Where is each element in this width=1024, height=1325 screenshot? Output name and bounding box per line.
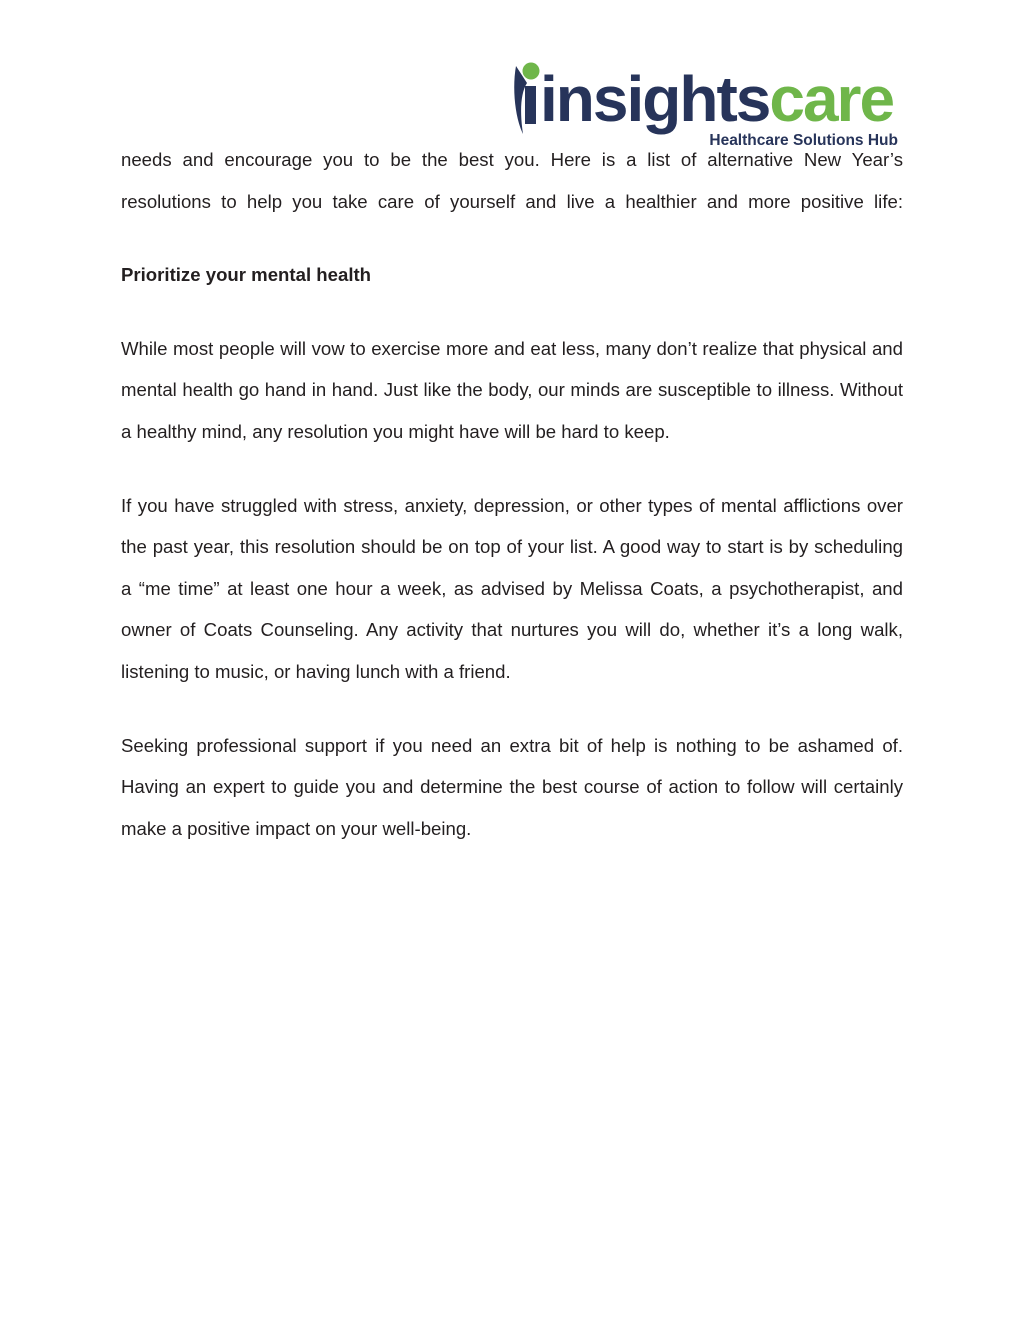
body-paragraph: If you have struggled with stress, anxiety, depression, or other types of mental afflictions over the past year, this resolution should be on top of your list. A good way to start is by scheduling a “me time” at least one hour a week, as advised by Melissa Coats, a psychotherapist, and owner of Coats Counseling. Any activity that nurtures you will do, whether it’s a long walk, listening to music, or having lunch with a friend. xyxy=(121,494,903,682)
logo-wordmark-insights: insights xyxy=(540,63,770,135)
logo-graphic xyxy=(510,56,902,148)
spacer xyxy=(121,453,903,485)
insightscare-logo xyxy=(510,56,902,148)
section-heading: Prioritize your mental health xyxy=(121,264,372,286)
article-body xyxy=(121,139,903,849)
logo-figure-body xyxy=(525,86,536,124)
body-paragraph: While most people will vow to exercise more and eat less, many don’t realize that physical and mental health go hand in hand. Just like the body, our minds are susceptible to illness. Without a healthy mind, any resolution you might have will be hard to keep. xyxy=(121,337,903,442)
logo-wordmark xyxy=(540,63,893,135)
logo-figure-head xyxy=(523,63,540,80)
logo-tagline: Healthcare Solutions Hub xyxy=(709,132,898,148)
body-paragraph: Seeking professional support if you need an extra bit of help is nothing to be ashamed of. Having an expert to guide you and determine the best course of action to follow will certainly make a positive impact on your well-being. xyxy=(121,734,903,839)
intro-paragraph: needs and encourage you to be the best you. Here is a list of alternative New Year’s resolutions to help you take care of yourself and live a healthier and more positive life: xyxy=(121,149,903,212)
spacer xyxy=(121,296,903,328)
spacer xyxy=(121,693,903,725)
logo-wordmark-care: care xyxy=(769,63,894,135)
spacer xyxy=(121,222,903,254)
